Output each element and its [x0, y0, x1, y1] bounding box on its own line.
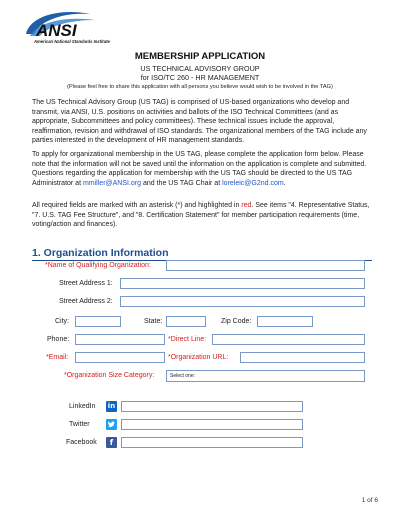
org-size-select[interactable]: Select one:	[166, 370, 365, 382]
page-number: 1 of 6	[361, 497, 378, 504]
org-url-field[interactable]	[240, 352, 365, 363]
section-heading: 1. Organization Information	[32, 247, 169, 259]
linkedin-field[interactable]	[121, 401, 303, 412]
street2-label: Street Address 2:	[59, 298, 113, 305]
street1-label: Street Address 1:	[59, 280, 113, 287]
twitter-bird-shape	[106, 419, 117, 430]
facebook-label: Facebook	[66, 439, 97, 446]
zip-label: Zip Code:	[221, 318, 252, 325]
org-name-label: *Name of Qualifying Organization:	[45, 262, 151, 269]
admin-email-link[interactable]: mmiller@ANSI.org	[82, 179, 142, 187]
street1-field[interactable]	[120, 278, 365, 289]
org-name-field[interactable]	[166, 260, 365, 271]
page-title: MEMBERSHIP APPLICATION	[134, 51, 266, 62]
subtitle-line2: for ISO/TC 260 - HR MANAGEMENT	[140, 73, 260, 82]
zip-field[interactable]	[257, 316, 313, 327]
ansi-logo-mark	[20, 8, 120, 40]
facebook-field[interactable]	[121, 437, 303, 448]
svg-text:ANSI: ANSI	[36, 21, 77, 40]
intro-paragraph-3: All required fields are marked with an asterisk (*) and highlighted in red. See items "4. Representative Status, "7. U.S. TAG Fee Structure", and "8. Certification Statement" for member participation requirements (time, voting/action and finances).	[32, 202, 370, 228]
ansi-logo	[20, 8, 120, 52]
twitter-icon	[106, 419, 117, 430]
twitter-field[interactable]	[121, 419, 303, 430]
intro-paragraph-1: The US Technical Advisory Group (US TAG) is comprised of US-based organizations who develop and transmit, via ANSI, U.S. positions on activities and ballots of the ISO Technical Committees (and as appropriate, Subcommittees and policy committees). These technical issues include the approval, reaffirmation, revision and withdrawal of ISO standards. The organizational members of the TAG include any parties interested in the development of HR management standards.	[32, 99, 367, 144]
state-field[interactable]	[166, 316, 206, 327]
email-label: *Email:	[46, 354, 69, 361]
phone-field[interactable]	[75, 334, 165, 345]
direct-line-field[interactable]	[212, 334, 365, 345]
city-label: City:	[55, 318, 69, 325]
intro-paragraph-2: To apply for organizational membership in the US TAG, please complete the application form below. Please note that the information will not be saved until the information on the application is complete and submitted. Questions regarding the application for membership with the US TAG should be directed to the US TAG Administrator at mmiller@ANSI.org and the US TAG Chair at loreleic@G2nd.com.	[32, 151, 367, 187]
ansi-tagline: American National Standards Institute	[34, 39, 110, 44]
org-size-label: *Organization Size Category:	[64, 372, 155, 379]
chair-email-link[interactable]: loreleic@G2nd.com	[222, 179, 284, 187]
linkedin-icon: in	[107, 402, 116, 410]
facebook-icon: f	[106, 437, 117, 448]
street2-field[interactable]	[120, 296, 365, 307]
linkedin-label: LinkedIn	[69, 403, 96, 410]
city-field[interactable]	[75, 316, 121, 327]
subtitle-line1: US TECHNICAL ADVISORY GROUP	[140, 64, 260, 73]
direct-line-label: *Direct Line:	[168, 336, 207, 343]
state-label: State:	[144, 318, 163, 325]
phone-label: Phone:	[47, 336, 70, 343]
org-url-label: *Organization URL:	[168, 354, 229, 361]
share-note: (Please feel free to share this application with all persons you believe would wish to be involved in the TAG)	[67, 84, 333, 90]
email-field[interactable]	[75, 352, 165, 363]
twitter-label: Twitter	[69, 421, 90, 428]
